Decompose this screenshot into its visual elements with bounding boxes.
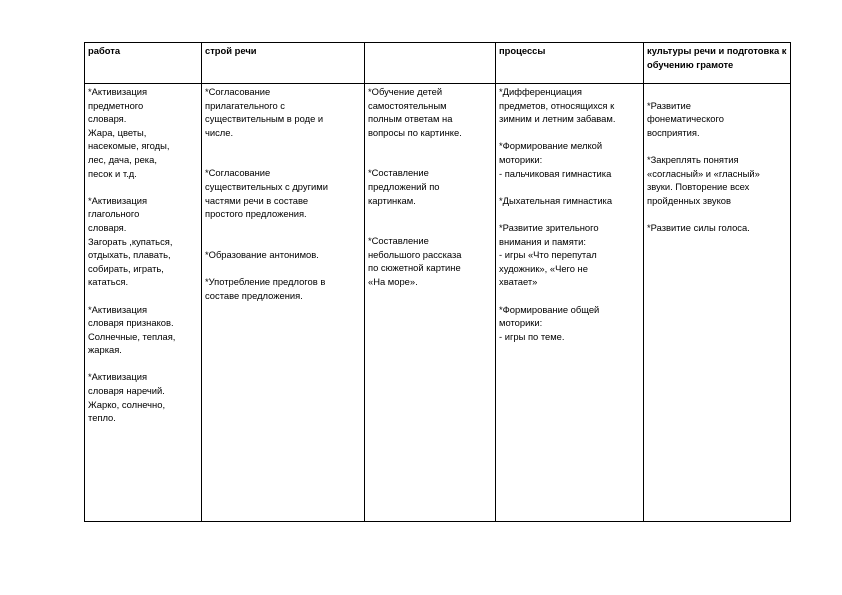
header-kultura-rechi: культуры речи и подготовка к обучению грамоте: [644, 43, 791, 84]
cell-vocabulary: [85, 84, 202, 522]
process-item-4: *Развитие зрительного внимания и памяти: - игры «Что перепутал художник», «Чего не хватает»: [499, 221, 599, 288]
culture-item-1: *Развитие фонематического восприятия.: [647, 99, 724, 138]
table-header-row: [85, 43, 791, 84]
grammar-item-1: *Согласование прилагательного с существительным в роде и числе.: [205, 86, 324, 138]
speech-item-3: *Составление небольшого рассказа по сюжетной картине «На море».: [368, 235, 462, 287]
vocab-item-verbs: *Активизация глагольного словаря. Загорать ,купаться, отдыхать, плавать, собирать, играть, кататься.: [88, 194, 173, 288]
header-protsessy: процессы: [496, 43, 644, 84]
vocab-item-adjectives: *Активизация словаря признаков. Солнечные, теплая, жаркая.: [88, 303, 176, 356]
header-empty: [365, 43, 496, 84]
process-item-1: *Дифференциация предметов, относящихся к зимним и летним забавам.: [499, 86, 616, 125]
table-body-row: [85, 84, 791, 522]
culture-item-3: *Развитие силы голоса.: [647, 221, 750, 233]
lesson-plan-table: [84, 42, 791, 522]
cell-processes: [496, 84, 644, 522]
vocab-item-nouns: *Активизация предметного словаря. Жара, цветы, насекомые, ягоды, лес, дача, река, песок и т.д.: [88, 86, 170, 179]
vocab-item-adverbs: *Активизация словаря наречий. Жарко, солнечно, тепло.: [88, 371, 166, 424]
header-stroy-rechi: строй речи: [202, 43, 365, 84]
grammar-item-2: *Согласование существительных с другими частями речи в составе простого предложения.: [205, 167, 328, 220]
cell-grammar: [202, 84, 365, 522]
speech-item-2: *Составление предложений по картинкам.: [368, 167, 440, 206]
grammar-item-3: *Образование антонимов.: [205, 248, 319, 260]
process-item-3: *Дыхательная гимнастика: [499, 194, 613, 206]
culture-item-2: *Закреплять понятия «согласный» и «гласный» звуки. Повторение всех пройденных звуков: [647, 153, 760, 206]
process-item-2: *Формирование мелкой моторики: - пальчиковая гимнастика: [499, 140, 612, 179]
grammar-item-4: *Употребление предлогов в составе предложения.: [205, 275, 326, 301]
header-rabota: работа: [85, 43, 202, 84]
speech-item-1: *Обучение детей самостоятельным полным ответам на вопросы по картинке.: [368, 86, 462, 138]
process-item-5: *Формирование общей моторики: - игры по теме.: [499, 303, 600, 342]
cell-coherent-speech: [365, 84, 496, 522]
cell-speech-culture: [644, 84, 791, 522]
